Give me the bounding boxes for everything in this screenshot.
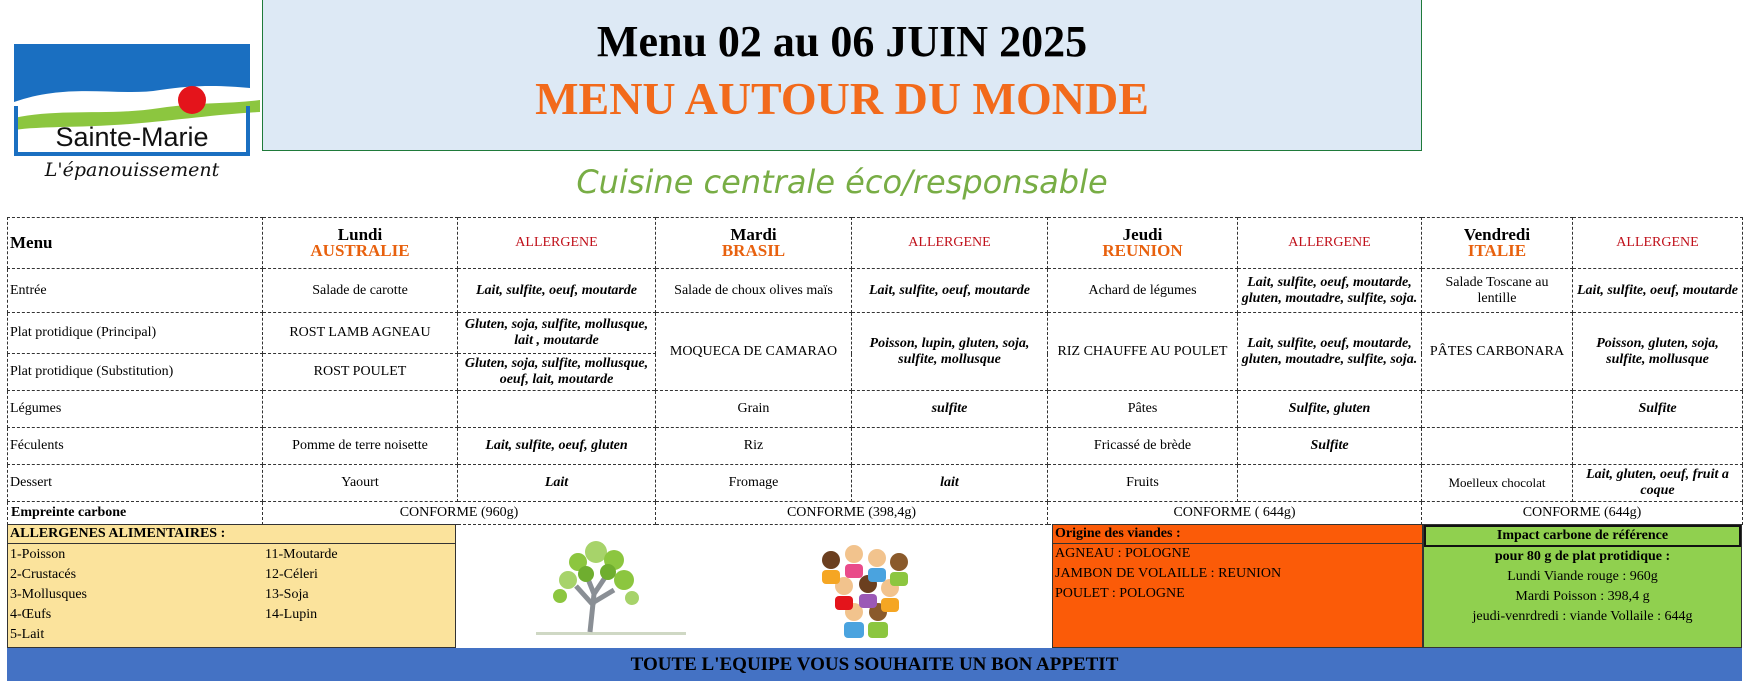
allergen-cell: Lait, sulfite, oeuf, moutarde, gluten, moutadre, sulfite, soja. — [1238, 313, 1422, 391]
allergen-cell: Lait, sulfite, oeuf, moutarde, gluten, moutadre, sulfite, soja. — [1238, 269, 1422, 313]
carbon-impact-title: Impact carbone de référence — [1424, 525, 1741, 547]
allergen-header: ALLERGENE — [852, 218, 1048, 269]
meat-origin-title: Origine des viandes : — [1053, 525, 1422, 544]
allergen-item: 3-Mollusques — [10, 587, 87, 602]
allergen-cell: Sulfite, gluten — [1238, 391, 1422, 428]
dish-cell: Achard de légumes — [1048, 269, 1238, 313]
allergen-cell: Gluten, soja, sulfite, mollusque, lait , moutarde — [458, 313, 656, 354]
dish-cell: Salade de choux olives maïs — [656, 269, 852, 313]
row-label-plat-principal: Plat protidique (Principal) — [8, 313, 263, 354]
allergen-header: ALLERGENE — [1573, 218, 1743, 269]
table-row-dessert — [8, 465, 1743, 502]
dish-cell: ROST POULET — [263, 354, 458, 391]
dish-cell: Pâtes — [1048, 391, 1238, 428]
carbon-impact-line: jeudi-venrdredi : viande Vollaile : 644g — [1472, 609, 1693, 624]
dish-cell: Grain — [656, 391, 852, 428]
allergen-cell: Lait, sulfite, oeuf, moutarde — [458, 269, 656, 313]
allergen-legend-title: ALLERGENES ALIMENTAIRES : — [8, 525, 455, 544]
allergen-item: 14-Lupin — [265, 607, 318, 622]
page-subtitle: MENU AUTOUR DU MONDE — [535, 73, 1149, 124]
table-row-carbone — [8, 502, 1743, 525]
dish-cell: Moelleux chocolat — [1422, 465, 1573, 502]
carbon-cell: CONFORME (644g) — [1422, 502, 1743, 525]
logo-slogan: L'épanouissement — [44, 159, 220, 181]
allergen-cell: sulfite — [852, 391, 1048, 428]
row-label-plat-substitution: Plat protidique (Substitution) — [8, 354, 263, 391]
dish-cell: PÂTES CARBONARA — [1422, 313, 1573, 391]
meat-origin-line: AGNEAU : POLOGNE — [1055, 546, 1191, 561]
allergen-cell: Lait — [458, 465, 656, 502]
page-title: Menu 02 au 06 JUIN 2025 — [596, 17, 1088, 66]
bottom-section — [7, 524, 1742, 648]
carbon-impact-box — [1423, 524, 1742, 648]
row-label-dessert: Dessert — [8, 465, 263, 502]
allergen-header: ALLERGENE — [458, 218, 656, 269]
allergen-cell — [1573, 428, 1743, 465]
table-row-legumes — [8, 391, 1743, 428]
menu-label: Menu — [8, 218, 263, 269]
row-label-entree: Entrée — [8, 269, 263, 313]
carbon-impact-line: Mardi Poisson : 398,4 g — [1515, 589, 1650, 604]
table-row-entree — [8, 269, 1743, 313]
row-label-carbone: Empreinte carbone — [8, 502, 263, 525]
dish-cell: ROST LAMB AGNEAU — [263, 313, 458, 354]
dish-cell — [263, 391, 458, 428]
allergen-item: 11-Moutarde — [265, 547, 338, 562]
carbon-impact-line: Lundi Viande rouge : 960g — [1507, 569, 1658, 584]
allergen-header: ALLERGENE — [1238, 218, 1422, 269]
dish-cell — [1422, 428, 1573, 465]
tagline: Cuisine centrale éco/responsable — [576, 163, 1108, 201]
allergen-item: 1-Poisson — [10, 547, 66, 562]
allergen-item: 5-Lait — [10, 627, 45, 642]
dish-cell: Yaourt — [263, 465, 458, 502]
allergen-cell — [1238, 465, 1422, 502]
table-header-row — [8, 218, 1743, 269]
day-header-vendredi: Vendredi ITALIE — [1422, 218, 1573, 269]
allergen-legend-col1 — [10, 545, 87, 645]
table-row-plat-principal — [8, 313, 1743, 354]
allergen-cell — [458, 391, 656, 428]
meat-origin-box — [1052, 524, 1423, 648]
day-header-lundi: Lundi AUSTRALIE — [263, 218, 458, 269]
dish-cell: Pomme de terre noisette — [263, 428, 458, 465]
allergen-cell: Sulfite — [1573, 391, 1743, 428]
allergen-cell: Lait, sulfite, oeuf, moutarde — [1573, 269, 1743, 313]
allergen-item: 13-Soja — [265, 587, 309, 602]
dish-cell: Fromage — [656, 465, 852, 502]
meat-origin-line: JAMBON DE VOLAILLE : REUNION — [1055, 566, 1282, 581]
allergen-item: 12-Céleri — [265, 567, 318, 582]
allergen-cell: Lait, gluten, oeuf, fruit a coque — [1573, 465, 1743, 502]
dish-cell: Salade de carotte — [263, 269, 458, 313]
allergen-cell: Lait, sulfite, oeuf, gluten — [458, 428, 656, 465]
allergen-cell: Lait, sulfite, oeuf, moutarde — [852, 269, 1048, 313]
logo-name: Sainte-Marie — [55, 122, 209, 152]
sainte-marie-logo — [10, 42, 260, 202]
allergen-cell: Gluten, soja, sulfite, mollusque, oeuf, lait, moutarde — [458, 354, 656, 391]
row-label-legumes: Légumes — [8, 391, 263, 428]
tree-illustration — [536, 541, 686, 635]
allergen-cell: lait — [852, 465, 1048, 502]
carbon-impact-subtitle: pour 80 g de plat protidique : — [1494, 549, 1671, 564]
dish-cell: RIZ CHAUFFE AU POULET — [1048, 313, 1238, 391]
allergen-item: 2-Crustacés — [10, 567, 77, 582]
header-box — [262, 0, 1422, 151]
allergen-item: 4-Œufs — [10, 607, 52, 622]
carbon-cell: CONFORME (960g) — [263, 502, 656, 525]
illustrations — [456, 524, 1052, 648]
dish-cell — [1422, 391, 1573, 428]
allergen-cell — [852, 428, 1048, 465]
menu-table — [7, 217, 1743, 525]
dish-cell: MOQUECA DE CAMARAO — [656, 313, 852, 391]
row-label-feculents: Féculents — [8, 428, 263, 465]
allergen-legend — [7, 524, 456, 648]
day-header-jeudi: Jeudi REUNION — [1048, 218, 1238, 269]
allergen-cell: Poisson, lupin, gluten, soja, sulfite, mollusque — [852, 313, 1048, 391]
dish-cell: Fruits — [1048, 465, 1238, 502]
meat-origin-line: POULET : POLOGNE — [1055, 586, 1185, 601]
carbon-cell: CONFORME (398,4g) — [656, 502, 1048, 525]
table-row-feculents — [8, 428, 1743, 465]
dish-cell: Riz — [656, 428, 852, 465]
allergen-cell: Poisson, gluten, soja, sulfite, mollusque — [1573, 313, 1743, 391]
carbon-cell: CONFORME ( 644g) — [1048, 502, 1422, 525]
footer-banner: TOUTE L'EQUIPE VOUS SOUHAITE UN BON APPETIT — [7, 648, 1742, 681]
dish-cell: Salade Toscane au lentille — [1422, 269, 1573, 313]
allergen-cell: Sulfite — [1238, 428, 1422, 465]
allergen-legend-col2 — [265, 545, 338, 625]
children-illustration — [822, 545, 908, 638]
dish-cell: Fricassé de brède — [1048, 428, 1238, 465]
day-header-mardi: Mardi BRASIL — [656, 218, 852, 269]
